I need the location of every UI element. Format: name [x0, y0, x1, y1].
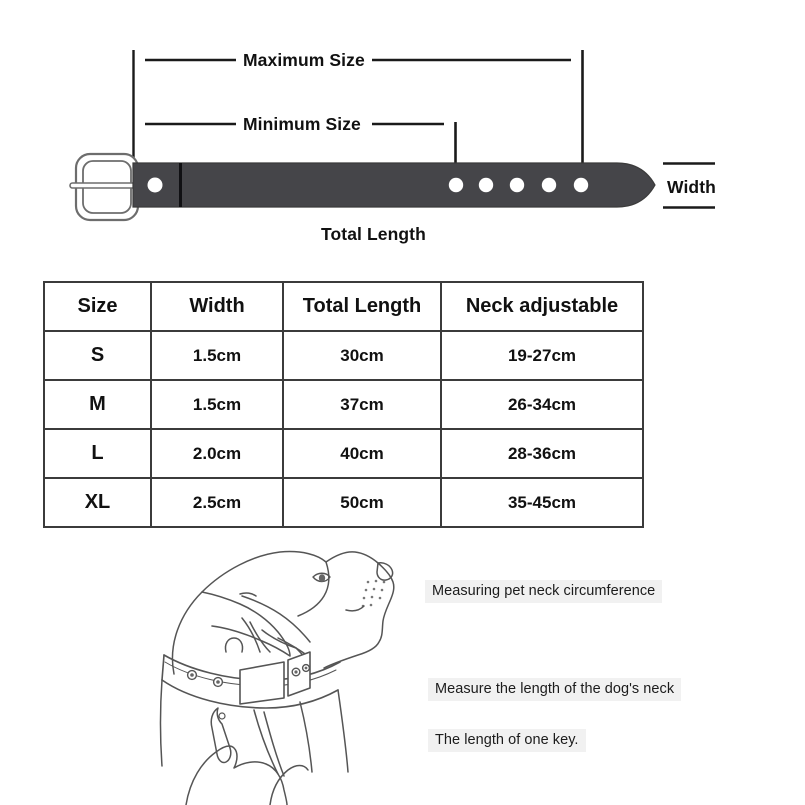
cell-neck-adjustable: 28-36cm	[441, 429, 643, 478]
collar-buckle-plate	[240, 662, 284, 704]
cell-size: S	[44, 331, 151, 380]
lower-fur-3	[300, 702, 312, 772]
belt-hole-5	[574, 178, 588, 192]
table-header-row	[44, 282, 643, 331]
cell-total-length: 40cm	[283, 429, 441, 478]
cell-size: XL	[44, 478, 151, 527]
note-measuring-circumference: Measuring pet neck circumference	[425, 580, 662, 603]
tag-ring	[219, 713, 225, 719]
belt-hole-buckle	[148, 178, 163, 193]
belt-hole-2	[479, 178, 493, 192]
dog-whisker-dots	[362, 580, 386, 608]
note-measure-neck-length: Measure the length of the dog's neck	[428, 678, 681, 701]
belt-hole-3	[510, 178, 524, 192]
belt-hole-4	[542, 178, 556, 192]
dog-muzzle-line	[298, 562, 329, 616]
dog-with-collar-illustration	[150, 522, 420, 805]
cell-neck-adjustable: 35-45cm	[441, 478, 643, 527]
cell-total-length: 37cm	[283, 380, 441, 429]
label-maximum-size: Maximum Size	[243, 50, 365, 70]
size-chart-table	[43, 281, 644, 528]
table-row	[44, 331, 643, 380]
belt-diagram	[0, 0, 805, 262]
table-row	[44, 429, 643, 478]
belt-hole-1	[449, 178, 463, 192]
column-header-width: Width	[151, 282, 283, 331]
cell-width: 2.0cm	[151, 429, 283, 478]
cell-width: 1.5cm	[151, 380, 283, 429]
collar-tag-key	[211, 708, 231, 763]
chest-front-line	[338, 690, 348, 772]
dog-nose	[377, 563, 393, 580]
label-width: Width	[667, 177, 716, 197]
dog-mouth-line	[346, 606, 364, 611]
collar-d-ring	[225, 638, 242, 652]
dog-pupil	[319, 574, 325, 582]
cell-neck-adjustable: 26-34cm	[441, 380, 643, 429]
dog-head-outline	[172, 552, 393, 674]
cell-total-length: 30cm	[283, 331, 441, 380]
label-minimum-size: Minimum Size	[243, 114, 361, 134]
table-row	[44, 380, 643, 429]
cell-size: M	[44, 380, 151, 429]
column-header-neck-adjustable: Neck adjustable	[441, 282, 643, 331]
cell-size: L	[44, 429, 151, 478]
chest-back-line	[161, 680, 163, 766]
collar-left-end	[162, 655, 164, 680]
cell-width: 1.5cm	[151, 331, 283, 380]
cell-neck-adjustable: 19-27cm	[441, 331, 643, 380]
label-total-length: Total Length	[321, 224, 426, 244]
cell-total-length: 50cm	[283, 478, 441, 527]
column-header-size: Size	[44, 282, 151, 331]
note-one-key-length: The length of one key.	[428, 729, 586, 752]
table-row	[44, 478, 643, 527]
cell-width: 2.5cm	[151, 478, 283, 527]
column-header-total-length: Total Length	[283, 282, 441, 331]
